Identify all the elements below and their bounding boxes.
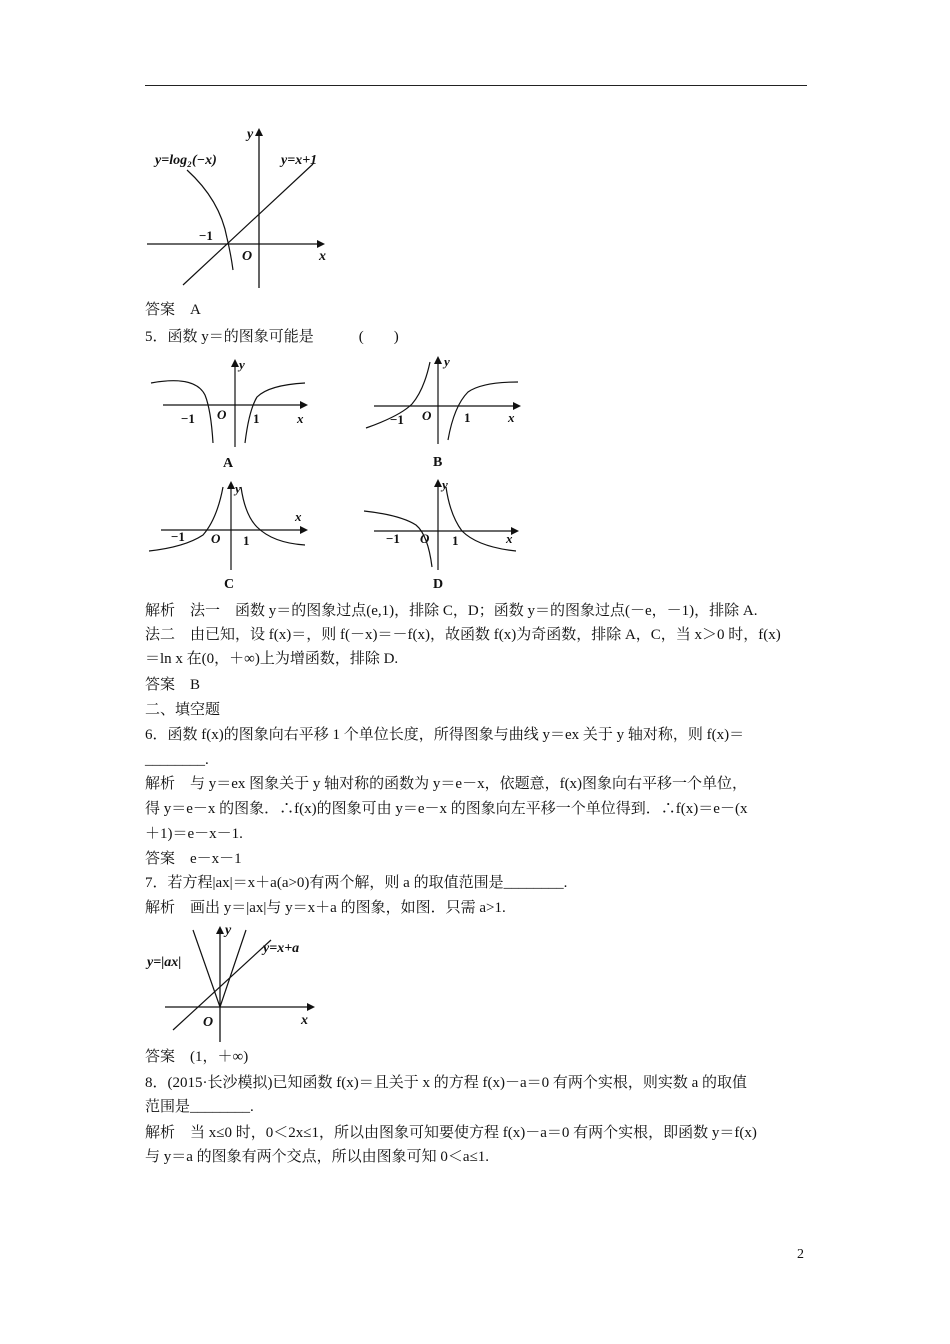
analysis-7: 解析 画出 y＝|ax|与 y＝x＋a 的图象，如图．只需 a>1. xyxy=(145,900,506,916)
option-d-o: O xyxy=(420,531,430,546)
answer-4: 答案 A xyxy=(145,302,201,318)
option-c-o: O xyxy=(211,531,221,546)
fig1-log-label: y=log₂(−x) xyxy=(155,153,217,168)
analysis-8-line-2: 与 y＝a 的图象有两个交点，所以由图象可知 0＜a≤1. xyxy=(145,1149,490,1165)
question-8-line-1: 8．(2015·长沙模拟)已知函数 f(x)＝且关于 x 的方程 f(x)－a＝0 有两个实根，则实数 a 的取值 xyxy=(145,1075,748,1091)
option-d-x: x xyxy=(506,531,513,546)
option-c-y: y xyxy=(235,481,241,496)
fig3-origin-label: O xyxy=(203,1015,214,1030)
option-b-x: x xyxy=(508,410,515,425)
option-b-o: O xyxy=(422,408,432,423)
option-c-x: x xyxy=(295,509,302,524)
answer-7: 答案 (1，＋∞) xyxy=(145,1049,249,1065)
option-c-letter: C xyxy=(224,577,235,592)
figure-abs-line xyxy=(145,918,325,1048)
option-d-letter: D xyxy=(433,577,444,592)
option-a-y: y xyxy=(239,357,245,372)
question-5: 5．函数 y＝的图象可能是 ( ) xyxy=(145,329,399,345)
question-7: 7．若方程|ax|＝x＋a(a>0)有两个解，则 a 的取值范围是________. xyxy=(145,875,568,891)
figure-log-line xyxy=(145,120,335,290)
fig1-x-label: x xyxy=(319,249,326,264)
option-b-p1: 1 xyxy=(464,410,471,425)
option-a-o: O xyxy=(217,407,227,422)
analysis-6-line-3: ＋1)＝e－x－1. xyxy=(145,826,243,842)
option-b-m1: −1 xyxy=(390,412,404,427)
analysis-8-line-1: 解析 当 x≤0 时，0＜2x≤1，所以由图象可知要使方程 f(x)－a＝0 有两个实根，即函数 y＝f(x) xyxy=(145,1125,757,1141)
analysis-6-line-2: 得 y＝e－x 的图象．∴f(x)的图象可由 y＝e－x 的图象向左平移一个单位得到．∴f(x)＝e－(x xyxy=(145,801,748,817)
question-8-line-2: 范围是________. xyxy=(145,1099,254,1115)
option-d-p1: 1 xyxy=(452,533,459,548)
option-b-y: y xyxy=(444,354,450,369)
option-b-graph xyxy=(360,350,530,475)
option-a-letter: A xyxy=(223,456,234,471)
option-a-x: x xyxy=(297,411,304,426)
fig1-origin-label: O xyxy=(242,249,253,264)
fig3-x-label: x xyxy=(301,1013,308,1028)
page-number: 2 xyxy=(797,1247,804,1262)
fig1-minus-one: −1 xyxy=(199,228,213,243)
answer-6: 答案 e－x－1 xyxy=(145,851,242,867)
analysis-5-line-3: ＝ln x 在(0，＋∞)上为增函数，排除 D. xyxy=(145,651,399,667)
fig1-y-label: y xyxy=(247,127,254,142)
answer-5: 答案 B xyxy=(145,677,201,693)
option-d-m1: −1 xyxy=(386,531,400,546)
option-d-graph xyxy=(360,475,530,595)
header-rule xyxy=(145,85,807,86)
fig3-y-label: y xyxy=(225,923,232,938)
option-c-graph xyxy=(145,475,315,595)
option-a-m1: −1 xyxy=(181,411,195,426)
option-a-p1: 1 xyxy=(253,411,260,426)
analysis-5-line-2: 法二 由已知，设 f(x)＝，则 f(－x)＝－f(x)，故函数 f(x)为奇函数，排除 A，C，当 x＞0 时，f(x) xyxy=(145,627,781,643)
option-d-y: y xyxy=(442,477,448,492)
option-b-letter: B xyxy=(433,455,443,470)
option-c-m1: −1 xyxy=(171,529,185,544)
option-a-graph xyxy=(145,355,315,475)
fig1-line-label: y=x+1 xyxy=(281,153,318,168)
fig3-abs-label: y=|ax| xyxy=(147,955,182,970)
analysis-6-line-1: 解析 与 y＝ex 图象关于 y 轴对称的函数为 y＝e－x，依题意，f(x)图象向右平移一个单位， xyxy=(145,776,748,792)
question-6-line-1: 6．函数 f(x)的图象向右平移 1 个单位长度，所得图象与曲线 y＝ex 关于 y 轴对称，则 f(x)＝ xyxy=(145,727,745,743)
option-c-p1: 1 xyxy=(243,533,250,548)
analysis-5-line-1: 解析 法一 函数 y＝的图象过点(e,1)，排除 C，D；函数 y＝的图象过点(－e，－1)，排除 A. xyxy=(145,603,758,619)
fig3-line-label: y=x+a xyxy=(263,941,300,956)
section-heading: 二、填空题 xyxy=(145,702,221,718)
question-6-line-2: ________. xyxy=(145,752,209,768)
